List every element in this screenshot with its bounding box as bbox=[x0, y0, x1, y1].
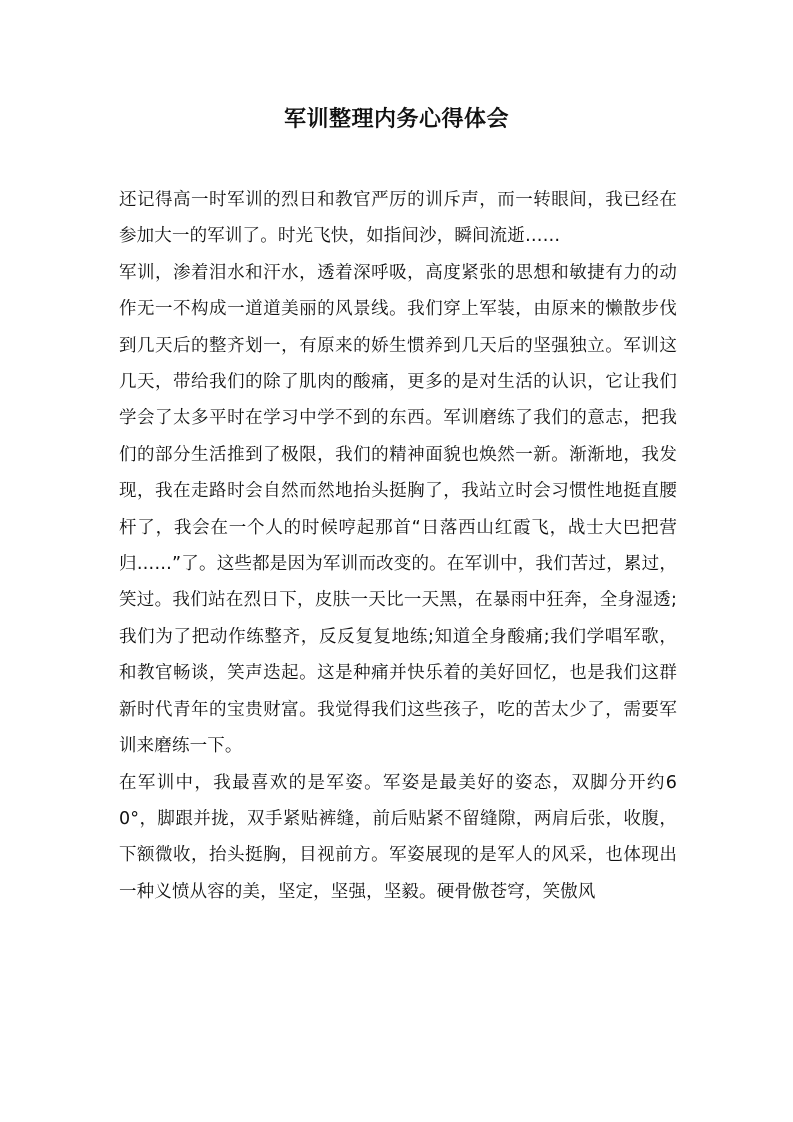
paragraph-posture: 在军训中，我最喜欢的是军姿。军姿是最美好的姿态，双脚分开约60°，脚跟并拢，双手紧贴裤缝，前后贴紧不留缝隙，两肩后张，收腹，下额微收，抬头挺胸，目视前方。军姿展现的是军人的风采，也体现出一种义愤从容的美，坚定，坚强，坚毅。硬骨傲苍穹，笑傲风 bbox=[119, 772, 677, 902]
paragraph-intro: 还记得高一时军训的烈日和教官严厉的训斥声，而一转眼间，我已经在参加大一的军训了。时光飞快，如指间沙，瞬间流逝…… bbox=[119, 190, 677, 247]
paragraph-military-training: 军训，渗着泪水和汗水，透着深呼吸，高度紧张的思想和敏捷有力的动作无一不构成一道道美丽的风景线。我们穿上军装，由原来的懒散步伐到几天后的整齐划一，有原来的娇生惯养到几天后的坚强独立。军训这几天，带给我们的除了肌肉的酸痛，更多的是对生活的认识，它让我们学会了太多平时在学习中学不到的东西。军训磨练了我们的意志，把我们的部分生活推到了极限，我们的精神面貌也焕然一新。渐渐地，我发现，我在走路时会自然而然地抬头挺胸了，我站立时会习惯性地挺直腰杆了，我会在一个人的时候哼起那首“日落西山红霞飞，战士大巴把营归……”了。这些都是因为军训而改变的。在军训中，我们苦过，累过，笑过。我们站在烈日下，皮肤一天比一天黑，在暴雨中狂奔，全身湿透;我们为了把动作练整齐，反反复复地练;知道全身酸痛;我们学唱军歌，和教官畅谈，笑声迭起。这是种痛并快乐着的美好回忆，也是我们这群新时代青年的宝贵财富。我觉得我们这些孩子，吃的苦太少了，需要军训来磨练一下。 bbox=[119, 262, 677, 757]
document-body bbox=[119, 182, 677, 910]
document-title: 军训整理内务心得体会 bbox=[283, 107, 509, 132]
